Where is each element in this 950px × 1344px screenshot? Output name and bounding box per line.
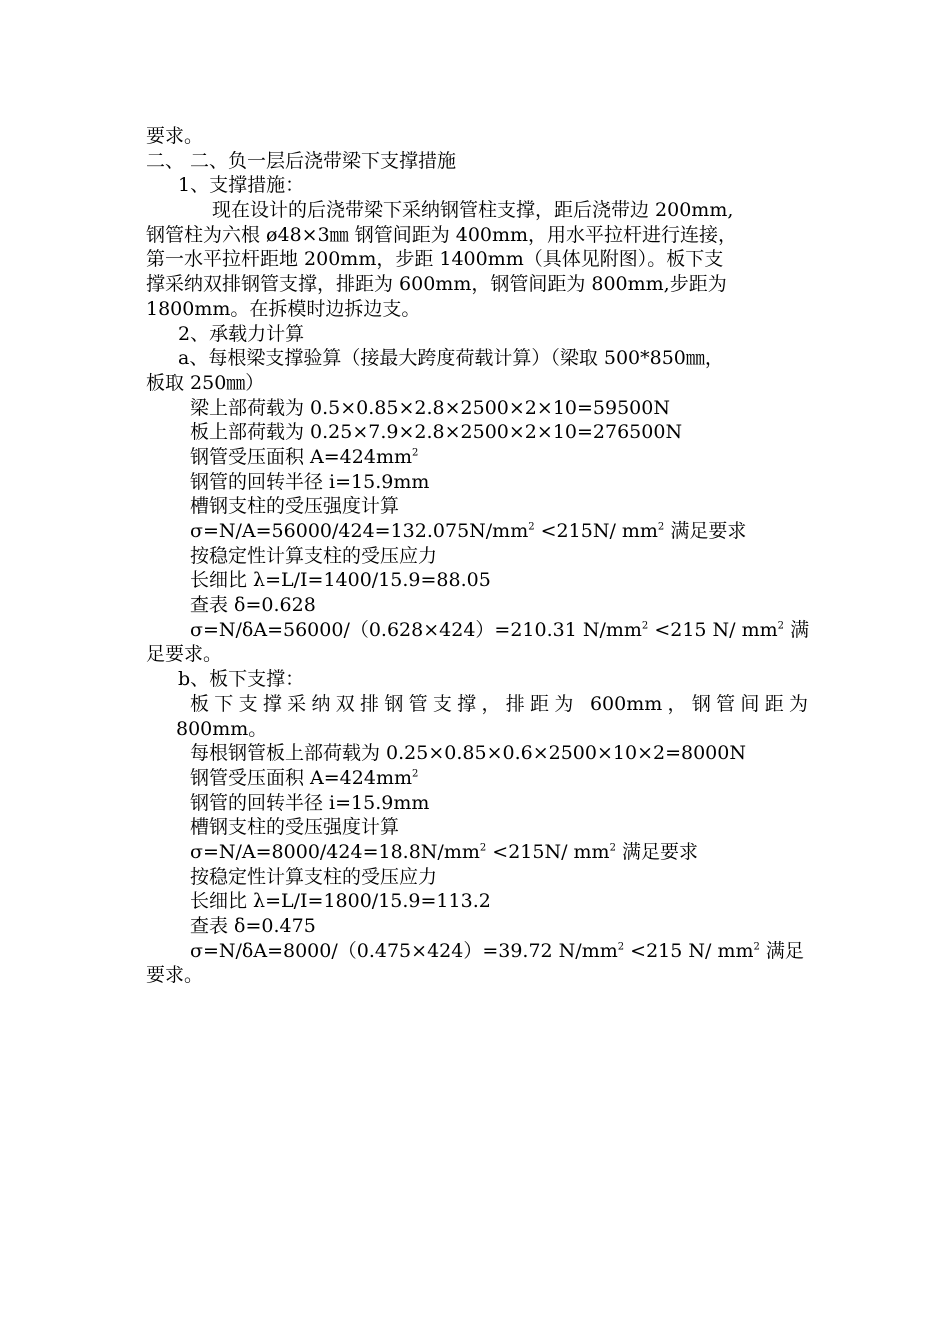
formula-line: σ=N/δA=56000/（0.628×424）=210.31 $N/mm^2 <215$ N/ $mm^2$ 满 [190, 618, 810, 641]
formula-line: 钢管的回转半径 i=15.9mm [190, 470, 430, 493]
text-line: 要求。 [146, 964, 204, 987]
formula-line: 查表 δ=0.475 [190, 915, 316, 937]
section-heading: 二、 二、负一层后浇带梁下支撑措施 [146, 149, 457, 172]
formula-line: 查表 δ=0.628 [190, 594, 316, 617]
formula-line: 梁上部荷载为 0.5×0.85×2.8×2500×2×10=59500N [190, 396, 670, 419]
formula-line: 钢管受压面积 $A=424mm^2$ [190, 766, 419, 789]
formula-line: $\sigma=N/A=8000/424=18.8N/mm^2 <215N/$ $mm^2$ 满足要求 [190, 840, 698, 863]
text-line: 槽钢支柱的受压强度计算 [190, 816, 400, 839]
formula-line: 板上部荷载为 0.25×7.9×2.8×2500×2×10=276500N [190, 421, 683, 444]
text-line: 1800mm。在拆模时边拆边支。 [146, 297, 421, 320]
formula-line: 每根钢管板上部荷载为 0.25×0.85×0.6×2500×10×2=8000N [190, 742, 746, 765]
text-line: 要求。 [146, 125, 204, 147]
text-line: 板取 250㎜） [146, 371, 265, 394]
text-line: 槽钢支柱的受压强度计算 [190, 495, 400, 518]
formula-line: 长细比 λ=L/I=1800/15.9=113.2 [190, 890, 491, 913]
formula-line: σ=N/δA=8000/（0.475×424）=39.72 $N/mm^2 <215$ N/ $mm^2$ 满足 [190, 939, 804, 962]
formula-line: 长细比 λ=L/I=1400/15.9=88.05 [190, 569, 491, 592]
text-line: 撑采纳双排钢管支撑，排距为 600mm，钢管间距为 800mm,步距为 [146, 273, 727, 296]
text-line: 足要求。 [146, 643, 223, 666]
text-line: 钢管柱为六根 ø48×3㎜ 钢管间距为 400mm，用水平拉杆进行连接， [146, 223, 738, 246]
text-line: 按稳定性计算支柱的受压应力 [190, 544, 438, 567]
text-line: 第一水平拉杆距地 200mm，步距 1400mm（具体见附图）。板下支 [146, 248, 724, 271]
subsection-heading: b、板下支撑： [178, 668, 305, 691]
text-line: 现在设计的后浇带梁下采纳钢管柱支撑，距后浇带边 200mm, [212, 199, 734, 222]
document-body [146, 124, 808, 988]
text-line: 800mm。 [176, 717, 268, 740]
subsection-heading: 2、承载力计算 [178, 322, 305, 345]
formula-line: $\sigma=N/A=56000/424=132.075N/mm^2 <215N/$ $mm^2$ 满足要求 [190, 520, 747, 542]
text-line: 按稳定性计算支柱的受压应力 [190, 865, 438, 888]
subsection-heading: 1、支撑措施： [178, 174, 305, 197]
text-line: a、每根梁支撑验算（接最大跨度荷载计算）（梁取 500*850㎜， [178, 347, 724, 370]
formula-line: 钢管的回转半径 i=15.9mm [190, 791, 430, 814]
text-line: 板下支撑采纳双排钢管支撑，排距为 600mm，钢管间距为 [190, 692, 808, 715]
formula-line: 钢管受压面积 $A=424mm^2$ [190, 445, 419, 468]
